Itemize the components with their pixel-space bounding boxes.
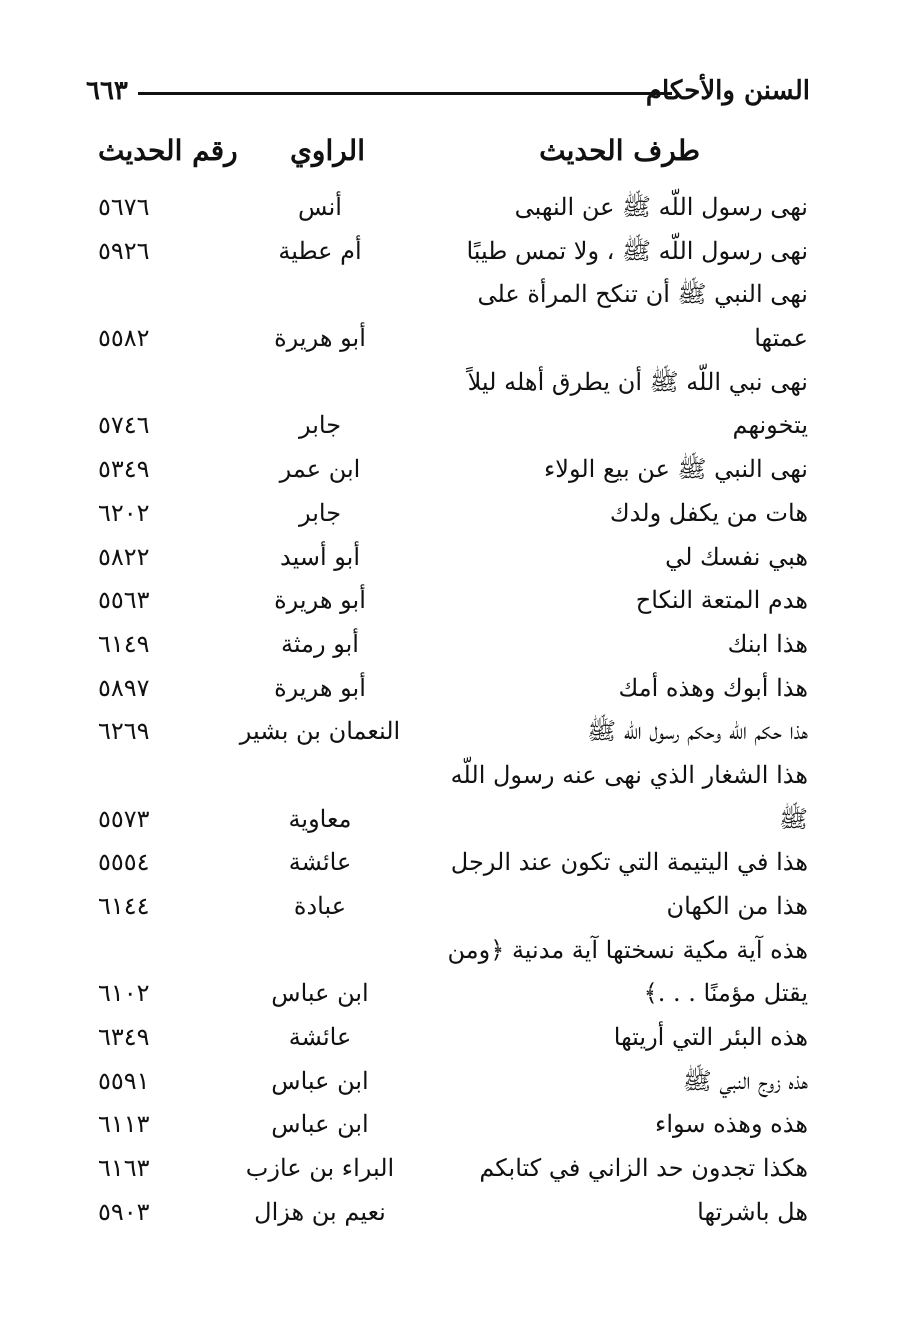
narrator-name: البراء بن عازب	[245, 1154, 395, 1183]
narrator-name: نعيم بن هزال	[254, 1197, 386, 1226]
hadith-number: ٥٨٩٧	[98, 673, 150, 702]
narrator-name: عائشة	[288, 848, 352, 877]
table-row	[80, 494, 820, 538]
column-headers	[80, 134, 820, 178]
column-header-hadith-text: طرف الحديث	[539, 134, 700, 167]
hadith-number: ٦١٦٣	[98, 1154, 150, 1183]
narrator-name: النعمان بن بشير	[239, 717, 401, 746]
page-number: ٦٦٣	[86, 76, 128, 106]
table-row	[80, 887, 820, 931]
hadith-index-table	[80, 188, 820, 1237]
hadith-number: ٦١١٣	[98, 1110, 150, 1139]
hadith-text: عمتها	[754, 324, 808, 353]
table-row	[80, 232, 820, 276]
hadith-number: ٥٥٦٣	[98, 586, 150, 615]
narrator-name: عبادة	[293, 892, 347, 920]
hadith-number: ٥٦٧٦	[98, 193, 150, 221]
hadith-number: ٥٥٥٤	[98, 848, 150, 877]
hadith-text: نهى النبي ﷺ أن تنكح المرأة على	[477, 280, 808, 309]
table-row	[80, 1062, 820, 1106]
narrator-name: ابن عباس	[271, 1066, 369, 1095]
table-row	[80, 931, 820, 975]
hadith-text: هذا في اليتيمة التي تكون عند الرجل	[450, 848, 808, 877]
table-row	[80, 188, 820, 232]
hadith-text: هذه آية مكية نسختها آية مدنية ﴿ومن	[447, 935, 808, 964]
table-row	[80, 581, 820, 625]
table-row	[80, 756, 820, 800]
narrator-name: أبو هريرة	[274, 586, 366, 615]
hadith-text: هذه وهذه سواء	[655, 1110, 808, 1139]
running-header	[80, 72, 820, 112]
hadith-number: ٦٢٠٢	[98, 498, 150, 527]
narrator-name: ابن عباس	[271, 1110, 369, 1139]
hadith-text: هات من يكفل ولدك	[609, 498, 808, 527]
hadith-text: هدم المتعة النكاح	[635, 586, 808, 615]
hadith-text: هبي نفسك لي	[665, 542, 808, 571]
table-row	[80, 800, 820, 844]
table-row	[80, 974, 820, 1018]
narrator-name: جابر	[298, 411, 342, 440]
table-row	[80, 1149, 820, 1193]
table-row	[80, 1018, 820, 1062]
hadith-text: هذا ابنك	[727, 629, 808, 658]
book-title: السنن والأحكام	[645, 76, 810, 106]
table-row	[80, 450, 820, 494]
hadith-text: نهى نبي اللّه ﷺ أن يطرق أهله ليلاً	[467, 367, 808, 396]
hadith-number: ٦٢٦٩	[98, 717, 150, 746]
hadith-number: ٥٥٧٣	[98, 804, 150, 833]
narrator-name: ابن عمر	[279, 455, 361, 484]
hadith-number: ٦١٠٢	[98, 979, 150, 1008]
narrator-name: ابن عباس	[271, 979, 369, 1008]
narrator-name: جابر	[298, 498, 342, 527]
header-rule	[138, 92, 672, 95]
narrator-name: أبو أسيد	[280, 542, 360, 571]
table-row	[80, 275, 820, 319]
hadith-number: ٥٥٨٢	[98, 324, 150, 353]
hadith-number: ٦١٤٤	[98, 892, 150, 920]
narrator-name: أبو هريرة	[274, 324, 366, 353]
hadith-text: يقتل مؤمنًا . . .﴾	[643, 979, 808, 1008]
hadith-text: هذه زوج النبي ﷺ	[682, 1066, 808, 1095]
hadith-number: ٥٥٩١	[98, 1066, 150, 1095]
table-row	[80, 625, 820, 669]
hadith-number: ٦٣٤٩	[98, 1023, 150, 1052]
table-row	[80, 1193, 820, 1237]
hadith-number: ٥٩٠٣	[98, 1197, 150, 1226]
hadith-text: نهى رسول اللّه ﷺ عن النهبى	[514, 193, 808, 221]
hadith-text: نهى النبي ﷺ عن بيع الولاء	[544, 455, 808, 484]
hadith-number: ٥٨٢٢	[98, 542, 150, 571]
table-row	[80, 538, 820, 582]
table-row	[80, 669, 820, 713]
table-row	[80, 843, 820, 887]
narrator-name: معاوية	[288, 804, 352, 833]
hadith-text: نهى رسول اللّه ﷺ ، ولا تمس طيبًا	[466, 236, 808, 265]
table-row	[80, 363, 820, 407]
hadith-text: هل باشرتها	[697, 1197, 808, 1226]
table-row	[80, 712, 820, 756]
hadith-text: يتخونهم	[732, 411, 808, 440]
hadith-number: ٦١٤٩	[98, 629, 150, 658]
hadith-text: هذا أبوك وهذه أمك	[618, 673, 808, 702]
hadith-text: هذا الشغار الذي نهى عنه رسول اللّه	[450, 760, 808, 789]
table-row	[80, 1105, 820, 1149]
hadith-text: هذا من الكهان	[666, 892, 808, 920]
column-header-number: رقم الحديث	[98, 134, 238, 167]
table-row	[80, 406, 820, 450]
narrator-name: أنس	[298, 193, 342, 221]
hadith-number: ٥٩٢٦	[98, 236, 150, 265]
hadith-text: هذه البئر التي أريتها	[613, 1023, 808, 1052]
column-header-narrator: الراوي	[290, 134, 365, 167]
narrator-name: أم عطية	[278, 236, 362, 265]
narrator-name: عائشة	[288, 1023, 352, 1052]
table-row	[80, 319, 820, 363]
hadith-number: ٥٧٤٦	[98, 411, 150, 440]
hadith-text: هكذا تجدون حد الزاني في كتابكم	[479, 1154, 808, 1183]
narrator-name: أبو رمثة	[281, 629, 359, 658]
hadith-text: هذا حكم اللّه وحكم رسول اللّه ﷺ	[587, 717, 808, 746]
hadith-number: ٥٣٤٩	[98, 455, 150, 484]
hadith-text: ﷺ	[779, 804, 808, 833]
narrator-name: أبو هريرة	[274, 673, 366, 702]
